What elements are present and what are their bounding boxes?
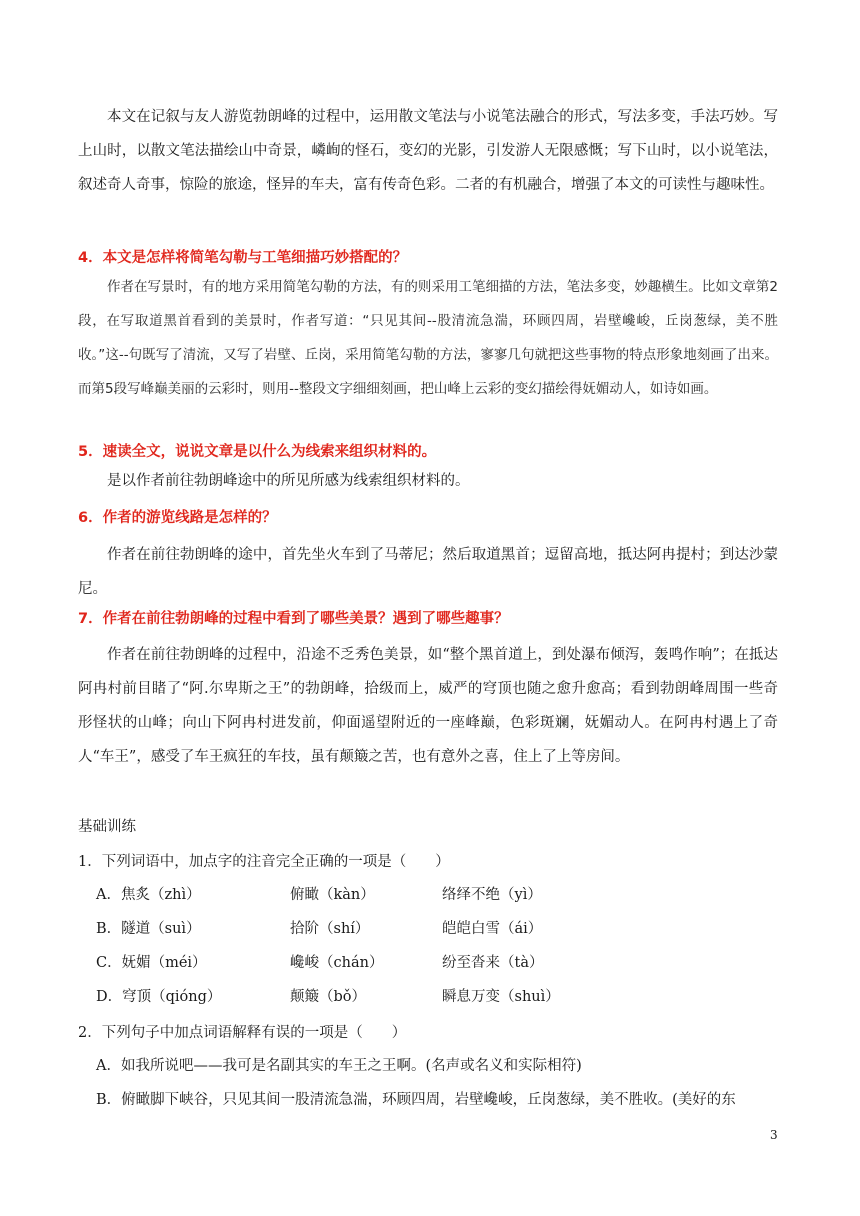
question-5: 5．速读全文，说说文章是以什么为线索来组织材料的。 bbox=[78, 444, 437, 460]
exercise-2-stem: 2．下列句子中加点词语解释有误的一项是（ ） bbox=[78, 1025, 407, 1041]
answer-4: 作者在写景时，有的地方采用简笔勾勒的方法，有的则采用工笔细描的方法，笔法多变，妙趣横生。比如文章第2段，在写取道黑首看到的美景时，作者写道：“只见其间--股清流急湍，环顾四周，岩壁巉峻，丘岗葱绿，美不胜收。”这--句既写了清流，又写了岩壁、丘岗，采用简笔勾勒的方法，寥寥几句就把这些事物的特点形象地刻画了出来。而第5段写峰巅美丽的云彩时，则用--整段文字细细刻画，把山峰上云彩的变幻描绘得妩媚动人，如诗如画。 bbox=[78, 279, 778, 397]
page-number: 3 bbox=[770, 1128, 778, 1142]
ex2-option-a: A．如我所说吧——我可是名副其实的车王之王啊。(名声或名义和实际相符) bbox=[96, 1058, 582, 1074]
question-4: 4．本文是怎样将简笔勾勒与工笔细描巧妙搭配的？ bbox=[78, 250, 408, 266]
ex1-option-a2: 俯瞰（kàn） bbox=[290, 887, 375, 903]
ex1-option-b1: B．隧道（suì） bbox=[96, 921, 201, 937]
ex1-option-a1: A．焦炙（zhì） bbox=[96, 887, 201, 903]
ex1-option-d1: D．穹顶（qióng） bbox=[96, 989, 222, 1005]
ex1-option-b2: 拾阶（shí） bbox=[290, 921, 370, 937]
ex1-option-c3: 纷至沓来（tà） bbox=[442, 955, 544, 971]
ex1-option-c1: C．妩媚（méi） bbox=[96, 955, 207, 971]
question-6: 6．作者的游览线路是怎样的？ bbox=[78, 510, 277, 526]
ex1-option-a3: 络绎不绝（yì） bbox=[442, 887, 542, 903]
ex1-option-d3: 瞬息万变（shuì） bbox=[442, 989, 560, 1005]
ex1-option-c2: 巉峻（chán） bbox=[290, 955, 384, 971]
intro-paragraph: 本文在记叙与友人游览勃朗峰的过程中，运用散文笔法与小说笔法融合的形式，写法多变，手法巧妙。写上山时，以散文笔法描绘山中奇景，嶙峋的怪石，变幻的光影，引发游人无限感慨；写下山时，以小说笔法，叙述奇人奇事，惊险的旅途，怪异的车夫，富有传奇色彩。二者的有机融合，增强了本文的可读性与趣味性。 bbox=[78, 109, 778, 193]
answer-5: 是以作者前往勃朗峰途中的所见所感为线索组织材料的。 bbox=[107, 473, 470, 489]
exercise-1-stem: 1．下列词语中，加点字的注音完全正确的一项是（ ） bbox=[78, 854, 450, 870]
question-7: 7．作者在前往勃朗峰的过程中看到了哪些美景？遇到了哪些趣事？ bbox=[78, 611, 509, 627]
answer-7: 作者在前往勃朗峰的过程中，沿途不乏秀色美景，如“整个黑首道上，到处瀑布倾泻，轰鸣作响”；在抵达阿冉村前目睹了“阿.尔卑斯之王”的勃朗峰，拾级而上，威严的穹顶也随之愈升愈高；看到勃朗峰周围一些奇形怪状的山峰；向山下阿冉村进发前，仰面遥望附近的一座峰巅，色彩斑斓，妩媚动人。在阿冉村遇上了奇人“车王”，感受了车王疯狂的车技，虽有颠簸之苦，也有意外之喜，住上了上等房间。 bbox=[78, 647, 778, 765]
ex1-option-d2: 颠簸（bǒ） bbox=[290, 989, 367, 1005]
answer-6: 作者在前往勃朗峰的途中，首先坐火车到了马蒂尼；然后取道黑首；逗留高地，抵达阿冉提村；到达沙蒙尼。 bbox=[78, 547, 778, 597]
section-title: 基础训练 bbox=[78, 819, 136, 835]
ex1-option-b3: 皑皑白雪（ái） bbox=[442, 921, 543, 937]
ex2-option-b: B．俯瞰脚下峡谷，只见其间一股清流急湍，环顾四周，岩壁巉峻，丘岗葱绿，美不胜收。(美好的东 bbox=[96, 1092, 736, 1108]
